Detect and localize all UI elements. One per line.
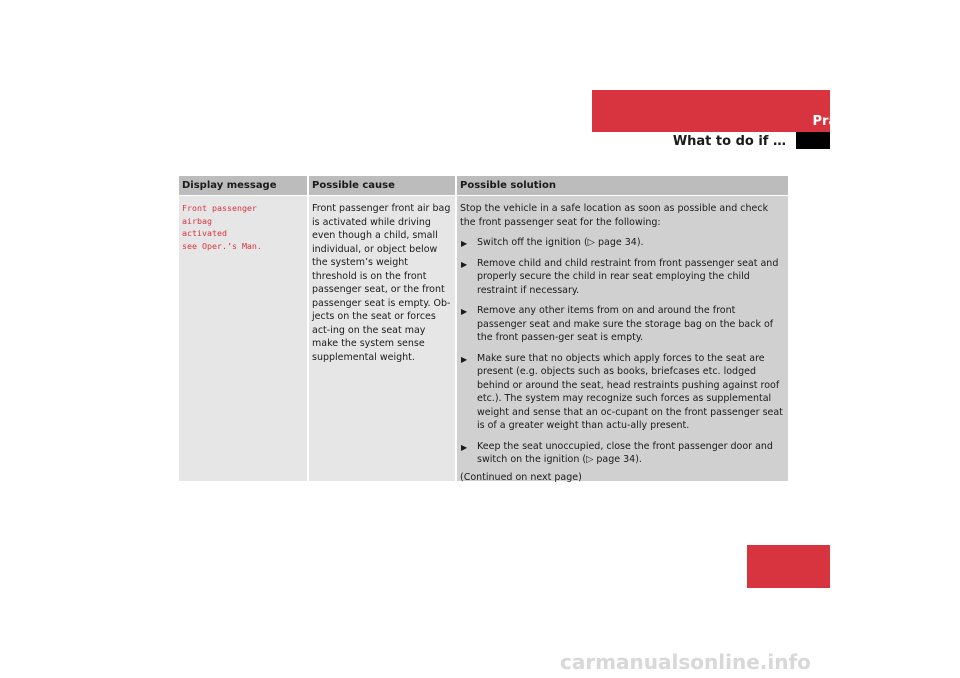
arrow-right-icon: ▶	[461, 307, 468, 316]
column-possible-solution	[457, 176, 788, 481]
header-black-tab	[796, 132, 830, 149]
display-message-line: see Oper.’s Man.	[182, 240, 262, 251]
page-number-block	[747, 545, 830, 588]
arrow-right-icon: ▶	[461, 442, 468, 452]
display-message-line: Front passenger	[182, 203, 257, 213]
display-message-cell	[179, 196, 307, 481]
solution-step-text: Keep the seat unoccupied, close the front passenger door and switch on the ignition (▷ page 34).	[477, 440, 773, 465]
header-possible-solution: Possible solution	[457, 176, 788, 195]
display-message-line: airbag	[182, 215, 212, 226]
arrow-right-icon: ▶	[461, 259, 468, 269]
continued-note: (Continued on next page)	[460, 471, 582, 483]
section-subtitle: What to do if …	[672, 134, 786, 149]
solution-step	[460, 352, 785, 433]
solution-intro: Stop the vehicle in a safe location as soon as possible and check the front passenger seat for the following:	[460, 203, 769, 228]
header-display-message: Display message	[179, 176, 307, 195]
possible-solution-cell	[457, 196, 788, 481]
possible-cause-text: Front passenger front air bag is activated while driving even though a child, small individual, or object below the system’s weight threshold is on the front passenger seat, or the front passenger seat is empty. Ob-jects on the seat or forces act-ing on the seat may make the system sense supplemental weight.	[312, 203, 451, 363]
message-table	[179, 176, 788, 481]
solution-step-text: Remove any other items from on and around the front passenger seat and make sure the storage bag on the back of the front passen-ger seat is empty.	[477, 305, 774, 343]
column-display-message	[179, 176, 307, 481]
section-title: Practical hints	[812, 114, 918, 129]
display-message-line: activated	[182, 228, 227, 239]
watermark-text: carmanualsonline.info	[560, 650, 811, 674]
page-number: 401	[887, 546, 917, 562]
column-possible-cause	[309, 176, 455, 481]
solution-step	[460, 257, 785, 298]
arrow-right-icon: ▶	[461, 239, 468, 248]
arrow-right-icon: ▶	[461, 354, 468, 364]
solution-step-text: Make sure that no objects which apply forces to the seat are present (e.g. objects such as books, briefcases etc. lodged behind or around the seat, head restraints pushing against roof etc.). The system may recognize such forces as supplemental weight and sense that an oc-cupant on the front passenger seat is of a greater weight than actu-ally present.	[477, 352, 783, 431]
solution-step-text: Switch off the ignition (▷ page 34).	[477, 237, 644, 248]
solution-step	[460, 440, 785, 467]
solution-step	[460, 304, 785, 345]
possible-cause-cell	[309, 196, 455, 481]
solution-step-text: Remove child and child restraint from front passenger seat and properly secure the child in rear seat employing the child restraint if necessary.	[477, 257, 779, 296]
header-red-block	[592, 90, 830, 132]
header-possible-cause: Possible cause	[309, 176, 455, 195]
solution-step	[460, 236, 785, 250]
